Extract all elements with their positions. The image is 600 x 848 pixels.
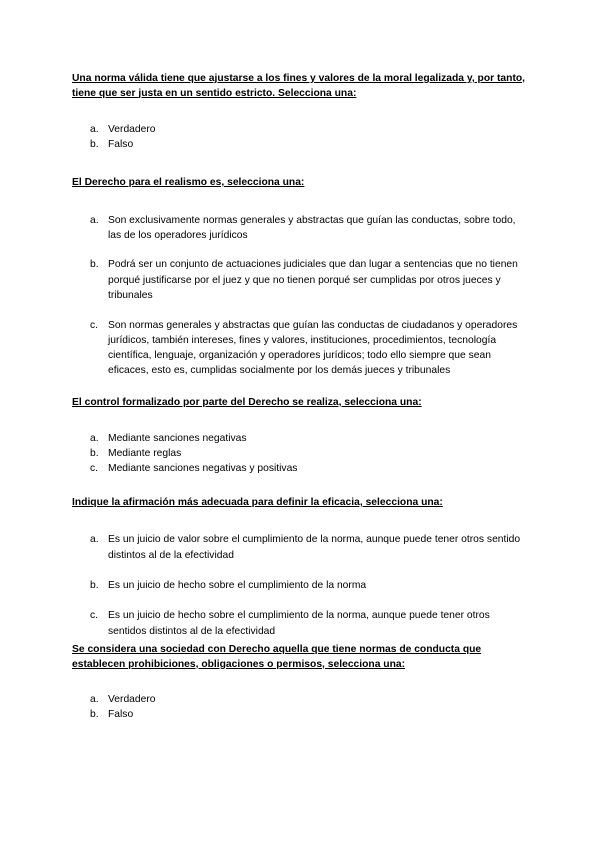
option-text: Es un juicio de hecho sobre el cumplimiento de la norma <box>108 579 367 591</box>
option-list <box>72 213 528 379</box>
question-3 <box>72 396 528 476</box>
option-letter: c. <box>90 609 99 621</box>
option-a <box>72 532 528 564</box>
option-list <box>72 692 528 722</box>
question-title: El Derecho para el realismo es, selecciona una: <box>72 177 305 188</box>
option-text: Verdadero <box>108 694 156 705</box>
option-letter: c. <box>90 462 99 474</box>
option-list <box>72 532 528 640</box>
option-c <box>72 608 528 640</box>
option-letter: b. <box>90 447 99 459</box>
option-list <box>72 431 528 476</box>
option-b <box>72 257 528 303</box>
option-letter: a. <box>90 694 99 705</box>
option-letter: b. <box>90 709 99 720</box>
option-text: Mediante sanciones negativas y positivas <box>108 462 298 474</box>
option-letter: a. <box>90 533 99 545</box>
option-b <box>72 707 528 722</box>
option-text: Es un juicio de hecho sobre el cumplimiento de la norma, aunque puede tener otros sentidos distintos al de la efectividad <box>108 609 490 637</box>
option-list <box>72 122 528 152</box>
option-letter: b. <box>90 259 99 271</box>
option-text: Son normas generales y abstractas que guían las conductas de ciudadanos y operadores jurídicos, también intereses, fines y valores, instituciones, procedimientos, tecnología científica, lenguaje, organización y operadores jurídicos; todo ello siempre que sean eficaces, esto es, cumplidas socialmente por los demás jueces y tribunales <box>108 319 518 377</box>
question-title: El control formalizado por parte del Derecho se realiza, selecciona una: <box>72 397 422 408</box>
option-letter: c. <box>90 319 99 331</box>
option-c <box>72 461 528 476</box>
option-b <box>72 578 528 594</box>
option-letter: a. <box>90 214 99 226</box>
question-title: Indique la afirmación más adecuada para definir la eficacia, selecciona una: <box>72 497 443 508</box>
option-text: Verdadero <box>108 124 156 135</box>
question-5 <box>72 643 528 722</box>
question-2 <box>72 176 528 378</box>
question-title: Se considera una sociedad con Derecho aquella que tiene normas de conducta que establecen prohibiciones, obligaciones o permisos, selecciona una: <box>72 644 482 670</box>
option-b <box>72 137 528 152</box>
option-text: Es un juicio de valor sobre el cumplimiento de la norma, aunque puede tener otros sentido distintos al de la efectividad <box>108 533 521 561</box>
option-text: Podrá ser un conjunto de actuaciones judiciales que dan lugar a sentencias que no tienen porqué justificarse por el juez y que no tienen porqué ser cumplidas por otros jueces y tribunales <box>108 259 518 301</box>
option-letter: a. <box>90 124 99 135</box>
option-a <box>72 213 528 243</box>
option-text: Mediante sanciones negativas <box>108 432 247 444</box>
option-text: Falso <box>108 139 134 150</box>
option-b <box>72 446 528 461</box>
option-text: Falso <box>108 709 134 720</box>
option-c <box>72 318 528 379</box>
question-4 <box>72 496 528 640</box>
option-letter: a. <box>90 432 99 444</box>
question-title: Una norma válida tiene que ajustarse a los fines y valores de la moral legalizada y, por tanto, tiene que ser justa en un sentido estricto. Selecciona una: <box>72 73 526 99</box>
question-1 <box>72 72 528 152</box>
option-letter: b. <box>90 139 99 150</box>
option-a <box>72 692 528 707</box>
option-a <box>72 431 528 446</box>
option-text: Son exclusivamente normas generales y abstractas que guían las conductas, sobre todo, las de los operadores jurídicos <box>108 214 516 241</box>
option-text: Mediante reglas <box>108 447 182 459</box>
option-a <box>72 122 528 137</box>
option-letter: b. <box>90 579 99 591</box>
